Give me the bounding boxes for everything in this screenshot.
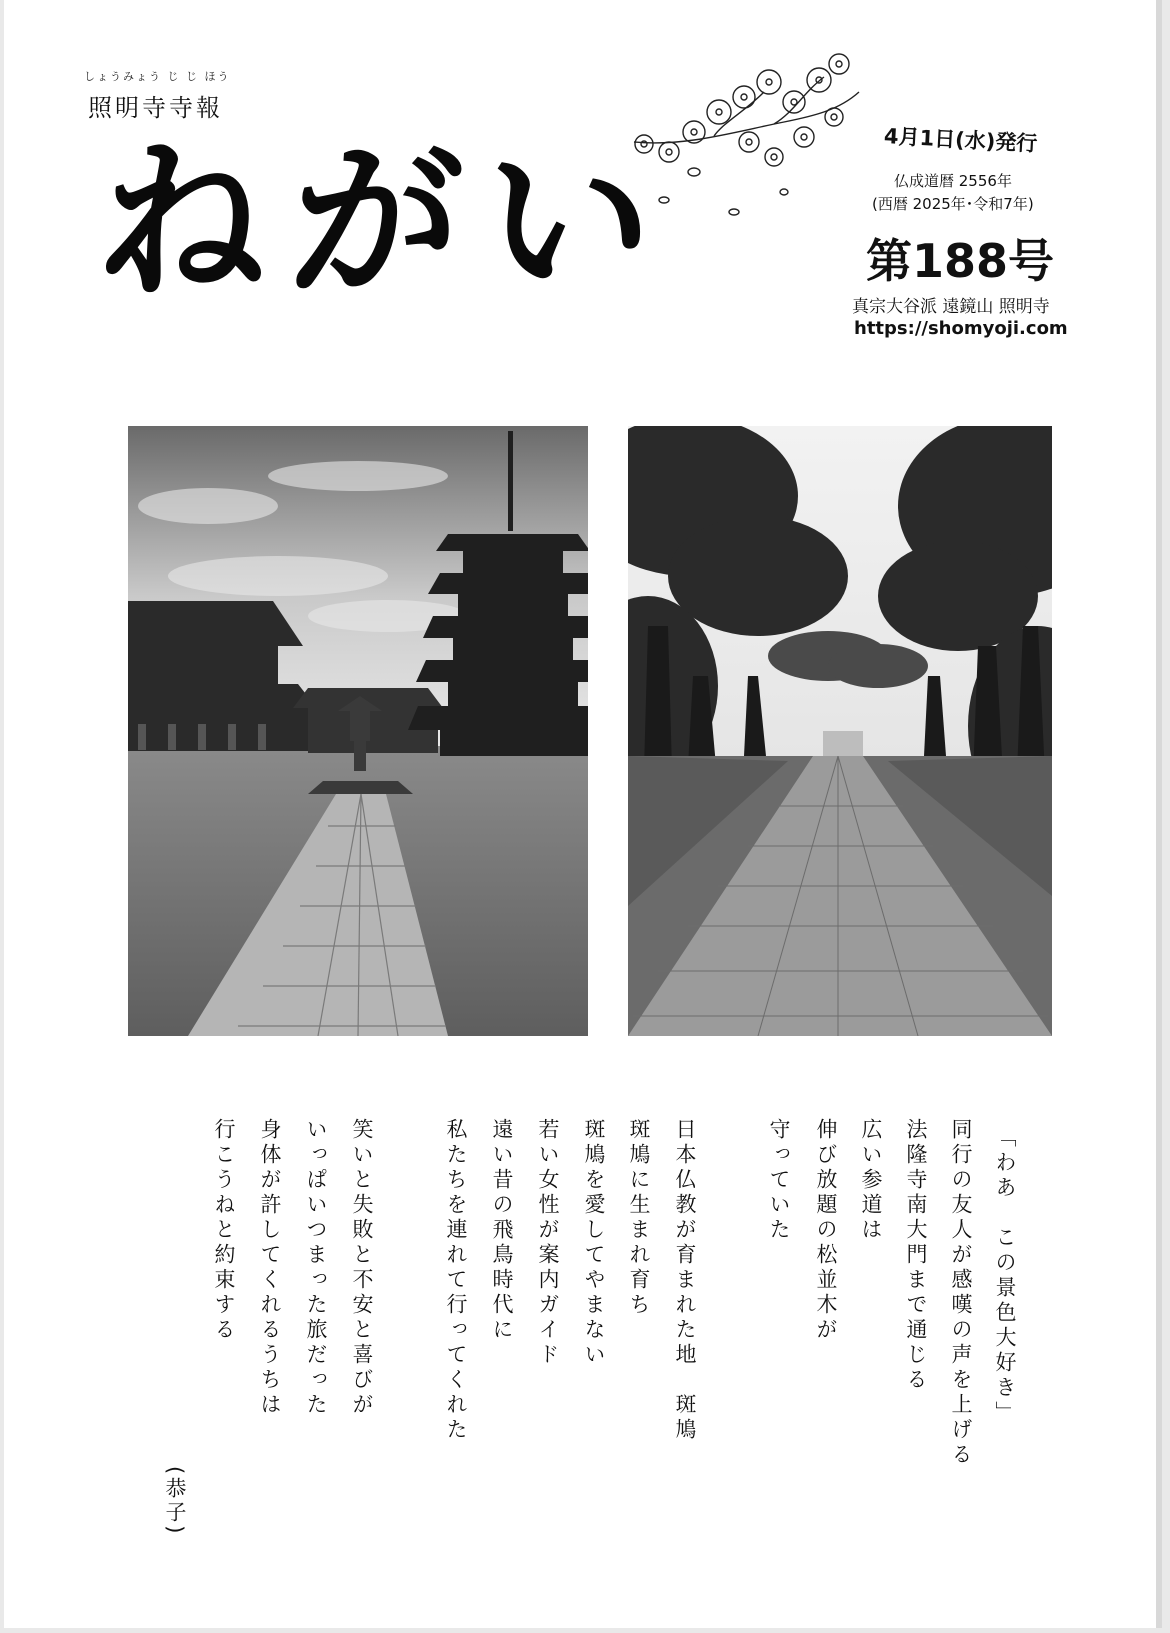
poem-line-6: 守っていた — [767, 1118, 791, 1243]
poem-line-10: 斑鳩を愛してやまない — [582, 1118, 606, 1368]
poem-line-11: 若い女性が案内ガイド — [536, 1118, 560, 1368]
photo-pine-avenue — [628, 426, 1052, 1036]
newsletter-title: ねがい — [92, 122, 683, 322]
poem-line-1: 「わあ この景色大好き」 — [993, 1126, 1017, 1426]
temple-name: 真宗大谷派 遠鏡山 照明寺 — [852, 297, 1050, 317]
poem-line-8: 日本仏教が育まれた地 斑鳩 — [673, 1118, 697, 1443]
issue-number: 第188号 — [866, 234, 1055, 288]
newsletter-page — [4, 0, 1162, 1628]
paper-name: 照明寺寺報 — [88, 94, 223, 122]
poem-line-12: 遠い昔の飛鳥時代に — [490, 1118, 514, 1343]
paper-name-ruby: しょうみょう じ じ ほう — [84, 70, 231, 83]
poem-line-4: 広い参道は — [859, 1118, 883, 1243]
poem-line-13: 私たちを連れて行ってくれた — [444, 1118, 468, 1443]
western-era: (西暦 2025年･令和7年) — [872, 195, 1034, 213]
poem-line-3: 法隆寺南大門まで通じる — [904, 1118, 928, 1393]
photo-horyuji-pagoda — [128, 426, 588, 1036]
issue-date: 4月1日(水)発行 — [883, 124, 1038, 156]
poem-line-2: 同行の友人が感嘆の声を上げる — [949, 1118, 973, 1468]
cherry-blossom-illustration — [624, 52, 864, 222]
poem-line-9: 斑鳩に生まれ育ち — [627, 1118, 651, 1318]
temple-url[interactable]: https://shomyoji.com — [854, 318, 1068, 339]
buddhist-era: 仏成道暦 2556年 — [894, 172, 1012, 190]
poem-line-16: いっぱいつまった旅だった — [304, 1118, 328, 1418]
poem-author: (恭子) — [163, 1466, 187, 1537]
poem-line-18: 行こうねと約束する — [212, 1118, 236, 1343]
poem-line-15: 笑いと失敗と不安と喜びが — [350, 1118, 374, 1418]
poem-line-5: 伸び放題の松並木が — [814, 1118, 838, 1343]
poem-line-17: 身体が許してくれるうちは — [258, 1118, 282, 1418]
